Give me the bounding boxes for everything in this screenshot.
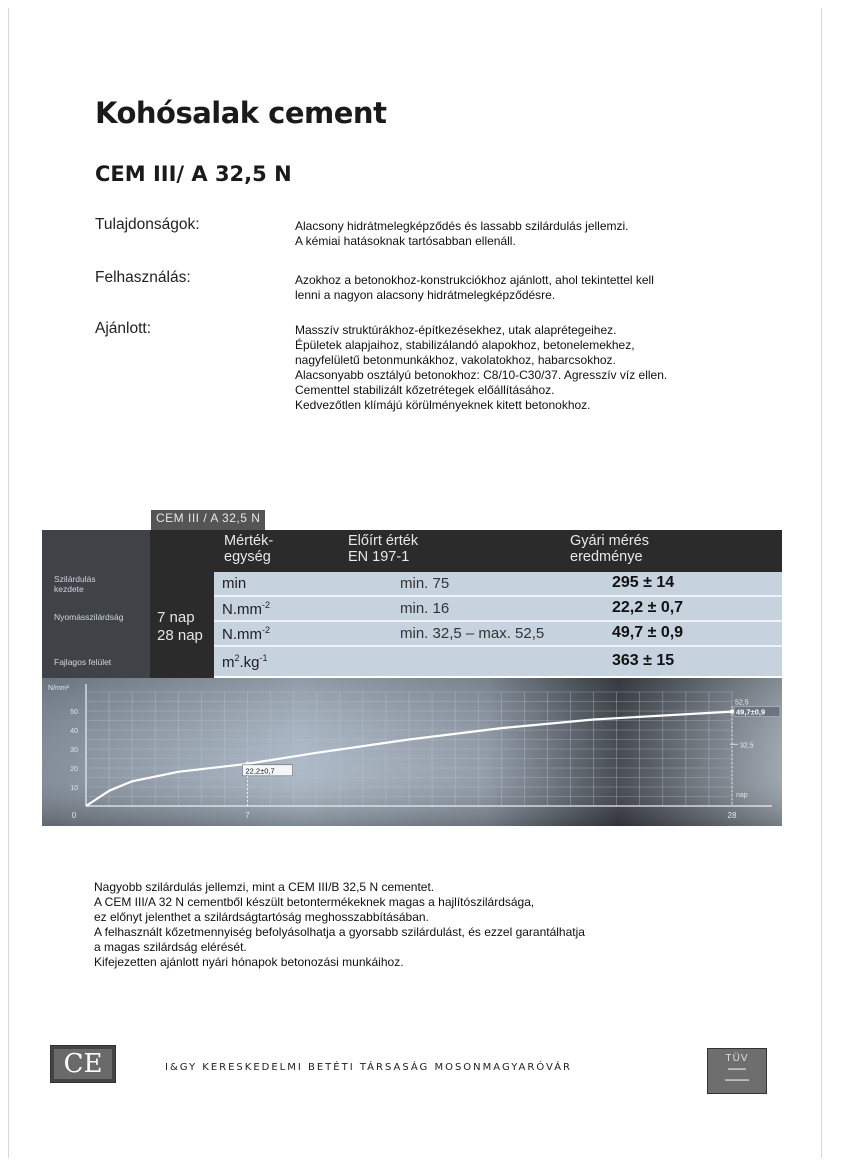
cell-required: min. 32,5 – max. 52,5 <box>400 625 545 642</box>
row-labels-panel <box>42 530 150 678</box>
text-usage: Azokhoz a betonokhoz-konstrukciókhoz ajánlott, ahol tekintettel kell lenni a nagyon alacsony hidrátmelegképződésre. <box>295 273 654 302</box>
annotation-7-day: 22,2±0,7 <box>245 766 275 776</box>
y-tick-label: 50 <box>70 709 78 716</box>
label-properties: Tulajdonságok: <box>95 216 200 233</box>
table-row <box>214 647 782 676</box>
label-specific-surface: Fajlagos felület <box>54 657 112 667</box>
chart-shade <box>42 678 782 826</box>
annotation-limit-max: 52,5 <box>735 699 749 707</box>
x-tick-label: 0 <box>71 811 77 820</box>
label-recommended: Ajánlott: <box>95 320 152 337</box>
annotation-limit-min: 32,5 <box>740 742 754 750</box>
cell-unit: $N.mm^{-2}$ <box>222 625 271 643</box>
table-row <box>214 597 782 622</box>
strength-chart-svg <box>42 678 782 826</box>
product-code: CEM III/ A 32,5 N <box>95 162 292 186</box>
label-usage: Felhasználás: <box>95 269 191 286</box>
header-required: Előírt érték EN 197-1 <box>348 533 419 565</box>
strength-chart <box>42 678 782 826</box>
y-tick-label: 40 <box>70 728 78 735</box>
days-28: 28 nap <box>157 627 203 644</box>
days-7: 7 nap <box>157 609 195 626</box>
y-tick-label: 20 <box>70 766 78 773</box>
text-properties: Alacsony hidrátmelegképződés és lassabb szilárdulás jellemzi. A kémiai hatásoknak tartósabban ellenáll. <box>295 219 629 248</box>
text-recommended: Masszív struktúrákhoz-építkezésekhez, utak alaprétegeihez. Épületek alapjaihoz, stabilizálandó alapokhoz, betonelemekhez, nagyfelületű betonmunkákhoz, vakolatokhoz, habarcsokhoz. Alacsonyabb osztályú betonokhoz: C8/10-C30/37. Agresszív víz ellen. Cementtel stabilizált kőzetrétegek előállításához. Kedvezőtlen klímájú körülményeknek kitett betonokhoz. <box>295 323 668 412</box>
header-unit: Mérték- egység <box>224 533 274 565</box>
x-axis-label: nap <box>736 792 748 799</box>
y-axis-label: N/mm² <box>48 685 69 692</box>
header-measured: Gyári mérés eredménye <box>570 533 649 565</box>
days-column <box>150 530 214 678</box>
company-name: I&GY KERESKEDELMI BETÉTI TÁRSASÁG MOSONMAGYARÓVÁR <box>165 1062 573 1073</box>
annotation-28-day: 49,7±0,9 <box>736 707 766 717</box>
table-row <box>214 622 782 647</box>
cell-required: min. 75 <box>400 575 450 592</box>
cell-unit: $N.mm^{-2}$ <box>222 600 271 618</box>
cell-required: min. 16 <box>400 600 450 617</box>
tuv-certification-logo: TÜV ▬▬▬ ▬▬▬▬ <box>707 1048 767 1094</box>
cell-measured: 22,2 ± 0,7 <box>612 599 684 616</box>
y-tick-label: 30 <box>70 747 78 754</box>
x-tick-label: 28 <box>727 811 737 820</box>
cement-tag: CEM III / A 32,5 N <box>151 510 265 530</box>
ce-mark-logo: CE <box>50 1045 116 1083</box>
x-tick-label: 7 <box>245 811 250 820</box>
cell-unit: min <box>222 575 247 592</box>
y-tick-label: 10 <box>70 785 78 792</box>
label-compressive: Nyomásszilárdság <box>54 612 124 622</box>
cell-unit: $m^2.kg^{-1}$ <box>222 653 268 671</box>
cell-measured: 49,7 ± 0,9 <box>612 624 684 641</box>
cell-measured: 295 ± 14 <box>612 574 675 591</box>
table-header <box>214 530 782 572</box>
table-row <box>214 572 782 597</box>
cell-measured: 363 ± 15 <box>612 652 675 669</box>
spec-table <box>42 530 782 678</box>
description-text: Nagyobb szilárdulás jellemzi, mint a CEM III/B 32,5 N cementet. A CEM III/A 32 N cementből készült betontermékeknek magas a hajlítószilárdsága, ez előnyt jelenthet a szilárdságtartóság meghosszabbításában. A felhasznált kőzetmennyiség befolyásolhatja a gyorsabb szilárdulást, és ezzel garantálhatja a magas szilárdság elérését. Kifejezetten ajánlott nyári hónapok betonozási munkáihoz. <box>94 880 585 969</box>
label-setting-start: Szilárdulás kezdete <box>54 574 96 594</box>
page-title: Kohósalak cement <box>95 96 387 130</box>
